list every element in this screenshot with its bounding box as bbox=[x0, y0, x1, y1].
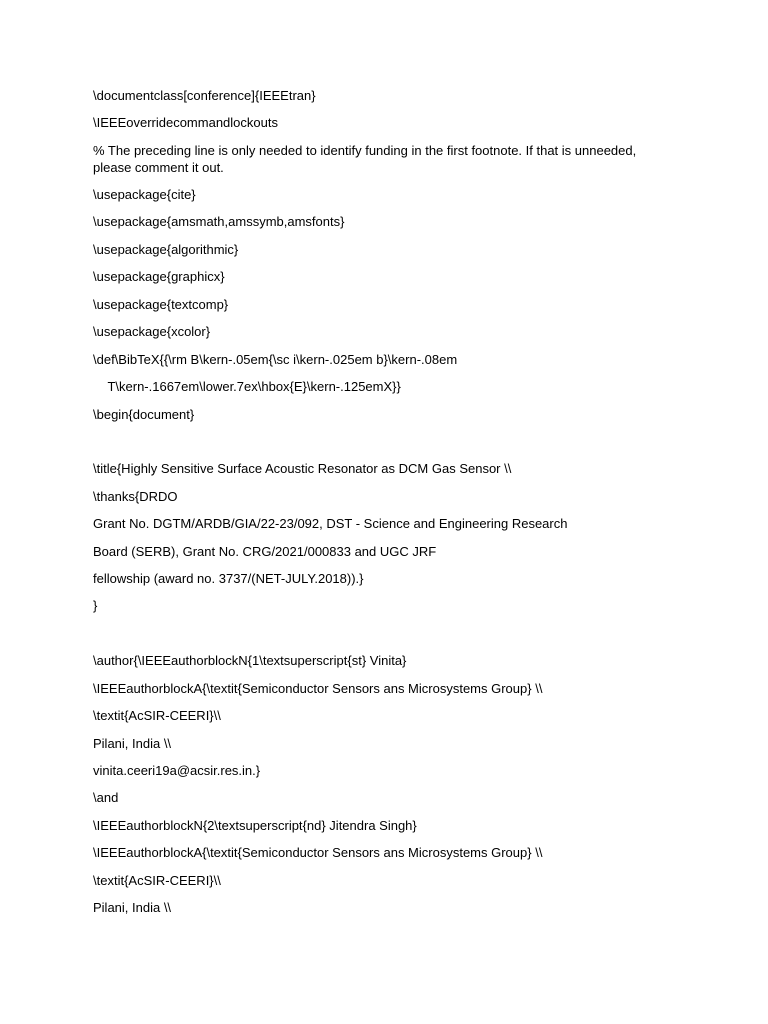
line-usepackage-algo: \usepackage{algorithmic} bbox=[93, 242, 239, 257]
line-affiliation-1: \textit{AcSIR-CEERI}\\ bbox=[93, 708, 221, 723]
line-affiliation-2: \textit{AcSIR-CEERI}\\ bbox=[93, 873, 221, 888]
line-usepackage-ams: \usepackage{amsmath,amssymb,amsfonts} bbox=[93, 214, 345, 229]
line-fellowship: fellowship (award no. 3737/(NET-JULY.2018)).} bbox=[93, 571, 364, 586]
line-thanks: \thanks{DRDO bbox=[93, 489, 178, 504]
line-usepackage-xcolor: \usepackage{xcolor} bbox=[93, 324, 211, 339]
line-location-1: Pilani, India \\ bbox=[93, 736, 172, 751]
line-authorblock-1: \IEEEauthorblockA{\textit{Semiconductor Sensors ans Microsystems Group} \\ bbox=[93, 681, 543, 696]
line-close-brace: } bbox=[93, 598, 98, 613]
line-author-1: \author{\IEEEauthorblockN{1\textsuperscript{st} Vinita} bbox=[93, 653, 407, 668]
line-begin-document: \begin{document} bbox=[93, 407, 195, 422]
line-and: \and bbox=[93, 790, 119, 805]
line-documentclass: \documentclass[conference]{IEEEtran} bbox=[93, 88, 316, 103]
line-def-bibtex-cont: T\kern-.1667em\lower.7ex\hbox{E}\kern-.125emX}} bbox=[93, 379, 401, 394]
line-def-bibtex: \def\BibTeX{{\rm B\kern-.05em{\sc i\kern-.025em b}\kern-.08em bbox=[93, 352, 458, 367]
line-comment: % The preceding line is only needed to identify funding in the first footnote. If that is unneeded, please comment it out. bbox=[93, 143, 640, 175]
line-email-1: vinita.ceeri19a@acsir.res.in.} bbox=[93, 763, 261, 778]
line-location-2: Pilani, India \\ bbox=[93, 900, 172, 915]
line-usepackage-textcomp: \usepackage{textcomp} bbox=[93, 297, 229, 312]
line-title: \title{Highly Sensitive Surface Acoustic Resonator as DCM Gas Sensor \\ bbox=[93, 461, 512, 476]
line-author-2: \IEEEauthorblockN{2\textsuperscript{nd} Jitendra Singh} bbox=[93, 818, 417, 833]
line-usepackage-cite: \usepackage{cite} bbox=[93, 187, 196, 202]
line-grant-2: Board (SERB), Grant No. CRG/2021/000833 and UGC JRF bbox=[93, 544, 437, 559]
line-override: \IEEEoverridecommandlockouts bbox=[93, 115, 278, 130]
line-authorblock-2: \IEEEauthorblockA{\textit{Semiconductor Sensors ans Microsystems Group} \\ bbox=[93, 845, 543, 860]
line-grant-1: Grant No. DGTM/ARDB/GIA/22-23/092, DST - Science and Engineering Research bbox=[93, 516, 568, 531]
line-usepackage-graphicx: \usepackage{graphicx} bbox=[93, 269, 225, 284]
